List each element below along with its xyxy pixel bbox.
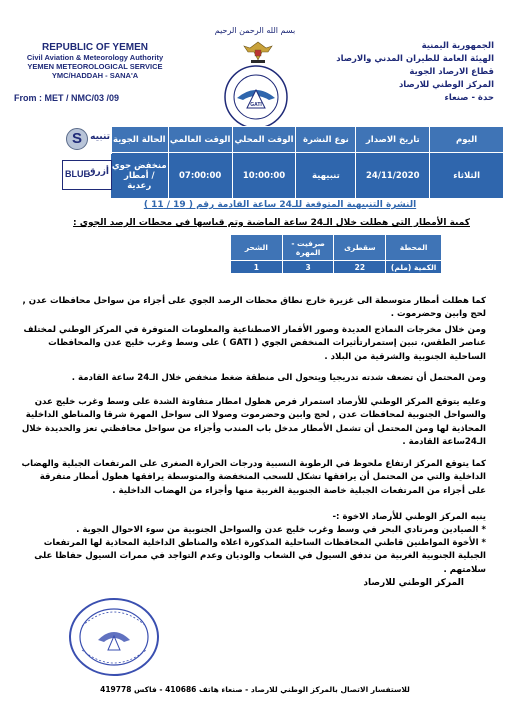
warning-citizens: * الأخوة المواطنين قاطني المحافظات الساحلية المذكورة اعلاه والمناطق الداخلية المحاذية لها المرتفعات الجبلية الجنوبية الغربية من تدفق السيول في الشعاب والوديان وعدم التواجد في ممرات السيول حفاظا على سلامتهم . bbox=[34, 538, 486, 575]
severity-s-icon: S bbox=[66, 128, 88, 150]
rain-row-label: الكمية (ملم) bbox=[386, 261, 442, 274]
bulletin-info-table bbox=[60, 126, 504, 199]
paragraph-forecast: وعليه يتوقع المركز الوطني للأرصاد استمرار فرص هطول امطار متفاوتة الشدة على وسط وغرب خليج عدن والسواحل الجنوبية لمحافظات عدن , لحج وابين وحضرموت وصولا الى سواحل المهرة شرقا والمناطق الداخلية المحاذية لها ومن المحتمل أن تشمل الأمطار مدخل باب المندب وأجزاء من سواحل محافظتي تعز والحديدة خلال الـ24ساعة القادمة . bbox=[21, 397, 486, 448]
level-en: BLUE bbox=[65, 169, 90, 179]
country-en: REPUBLIC OF YEMEN bbox=[42, 42, 148, 53]
header-issue-date: تاريخ الاصدار bbox=[356, 127, 430, 153]
yemen-eagle-emblem bbox=[240, 38, 276, 66]
rain-value-shihr: 1 bbox=[231, 261, 283, 274]
bulletin-title: النشرة التنبيهية المتوقعة للـ24 ساعة القادمة رقم ( 19 / 11 ) bbox=[143, 200, 417, 210]
alert-level-badge bbox=[62, 126, 112, 198]
value-day: الثلاثاء bbox=[430, 153, 504, 199]
rain-header-station: المحطة bbox=[386, 235, 442, 261]
basmala: بسم الله الرحمن الرحيم bbox=[214, 26, 296, 35]
header-local-time: الوقت المحلي bbox=[232, 127, 296, 153]
official-stamp bbox=[68, 596, 160, 678]
rain-value-sarfait: 3 bbox=[282, 261, 334, 274]
rain-heading: كمية الأمطار التي هطلت خلال الـ24 ساعة الماضية وتم قياسها في محطات الرصد الجوي : bbox=[73, 218, 470, 228]
rain-value-socotra: 22 bbox=[334, 261, 386, 274]
authority-ar: الهيئة العامة للطيران المدني والارصاد bbox=[336, 54, 494, 64]
value-utc-time: 07:00:00 bbox=[168, 153, 232, 199]
badge-level-box bbox=[62, 160, 112, 190]
badge-label-ar: تنبيه bbox=[90, 132, 110, 142]
header-day: اليوم bbox=[430, 127, 504, 153]
center-ar: المركز الوطني للارصاد bbox=[398, 80, 494, 90]
rain-header-shihr: الشحر bbox=[231, 235, 283, 261]
header-weather-state: الحالة الجوية bbox=[110, 127, 168, 153]
rainfall-table bbox=[230, 234, 442, 274]
warning-fishermen: * الصيادين ومرتادي البحر في وسط وغرب خليج عدن والسواحل الجنوبية من سوء الاحوال الجوية . bbox=[76, 525, 486, 535]
signature-text: المركز الوطني للارصاد bbox=[363, 578, 464, 588]
address-en: YMC/HADDAH - SANA'A bbox=[51, 71, 139, 80]
city-ar: حدة - صنعاء bbox=[444, 93, 494, 103]
country-ar: الجمهورية اليمنية bbox=[421, 41, 494, 51]
rain-header-socotra: سقطرى bbox=[334, 235, 386, 261]
paragraph-observed-rain: كما هطلت أمطار متوسطة الى غزيرة خارج نطاق محطات الرصد الجوي على أجزاء من سواحل محافظات عدن , لحج وابين وحضرموت . bbox=[22, 296, 486, 320]
authority-en: Civil Aviation & Meteorology Authority bbox=[26, 53, 164, 62]
rain-header-sarfait: صرفيت - المهرة bbox=[282, 235, 334, 261]
svg-text:GATI: GATI bbox=[250, 102, 262, 108]
arabic-header bbox=[294, 40, 494, 105]
header-utc-time: الوقت العالمي bbox=[168, 127, 232, 153]
level-ar: أزرق bbox=[87, 167, 109, 177]
contact-footer: للاستفسار الاتصال بالمركز الوطني للارصاد - صنعاء هاتف 410686 - فاكس 419778 bbox=[100, 685, 410, 694]
sector-ar: قطاع الارصاد الجوية bbox=[409, 67, 494, 77]
service-en: YEMEN METEOROLOGICAL SERVICE bbox=[27, 62, 163, 71]
english-header bbox=[10, 42, 180, 80]
badge-top bbox=[62, 126, 112, 154]
value-issue-date: 24/11/2020 bbox=[356, 153, 430, 199]
warning-intro: ينبه المركز الوطني للأرصاد الاخوة :- bbox=[332, 512, 486, 522]
paragraph-model-analysis: ومن خلال مخرجات النماذج العديدة وصور الأقمار الاصطناعية والمعلومات المتوفرة في المركز الوطني لمختلف عناصر الطقس، تبين إستمرارتأثيرات المنخفض الجوي ( GATI ) على وسط وغرب خليج عدن والمحافظات الساحلية الجنوبية والشرقية من البلاد . bbox=[23, 325, 486, 362]
reference-number: From : MET / NMC/03 /09 bbox=[14, 93, 120, 103]
value-weather-state: منخفض جوي / أمطار رعدية bbox=[110, 153, 168, 199]
header-bulletin-type: نوع النشرة bbox=[296, 127, 356, 153]
value-bulletin-type: تنبيهية bbox=[296, 153, 356, 199]
gati-authority-logo bbox=[223, 64, 289, 130]
paragraph-highlands: كما يتوقع المركز ارتفاع ملحوظ في الرطوبة النسبية ودرجات الحرارة الصغرى على المرتفعات الجبلية والهضاب الداخلية والتي من المحتمل أن يرافقها تشكل للسحب المنخفضة والمتوسطة يرافقها هطول أمطار متفرقة على أجزاء من المرتفعات الجبلية خاصة الجنوبية الغربية منها وأجزاء من الهضاب الداخلية . bbox=[21, 459, 486, 496]
value-local-time: 10:00:00 bbox=[232, 153, 296, 199]
paragraph-weakening: ومن المحتمل أن تضعف شدته تدريجيا ويتحول الى منطقة ضغط منخفض خلال الـ24 ساعة القادمة . bbox=[71, 373, 486, 383]
